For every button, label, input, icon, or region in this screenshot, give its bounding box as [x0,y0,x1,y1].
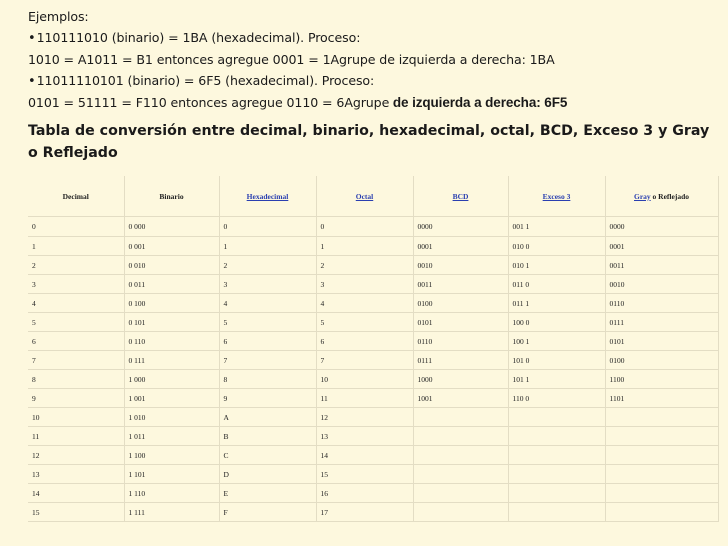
cell-exceso3: 011 1 [508,294,605,313]
cell-octal: 6 [316,332,413,351]
cell-binario: 0 011 [124,275,219,294]
cell-bcd: 1000 [413,370,508,389]
cell-bcd: 0110 [413,332,508,351]
col-header-gray [605,176,718,217]
cell-bcd: 0010 [413,256,508,275]
cell-decimal: 0 [28,217,124,237]
cell-binario: 0 111 [124,351,219,370]
cell-decimal: 11 [28,427,124,446]
bcd-link[interactable]: BCD [452,191,469,201]
cell-gray: 0010 [605,275,718,294]
col-header-bcd [413,176,508,217]
cell-decimal: 4 [28,294,124,313]
cell-bcd [413,427,508,446]
cell-bcd: 0001 [413,237,508,256]
table-row [28,465,718,484]
cell-gray [605,503,718,522]
cell-octal: 16 [316,484,413,503]
cell-exceso3: 001 1 [508,217,605,237]
cell-octal: 13 [316,427,413,446]
cell-octal: 0 [316,217,413,237]
cell-bcd [413,503,508,522]
example-2-process-start: 0101 = 51111 = F110 entonces agregue 0110 = 6Agrupe [28,95,390,110]
cell-binario: 0 001 [124,237,219,256]
cell-gray [605,484,718,503]
col-header-hexadecimal [219,176,316,217]
cell-exceso3 [508,408,605,427]
cell-octal: 7 [316,351,413,370]
cell-decimal: 7 [28,351,124,370]
table-row [28,237,718,256]
example-1-process: 1010 = A1011 = B1 entonces agregue 0001 = 1Agrupe de izquierda a derecha: 1BA [28,52,555,67]
cell-binario: 0 100 [124,294,219,313]
cell-binario: 1 100 [124,446,219,465]
table-row [28,370,718,389]
cell-hexadecimal: D [219,465,316,484]
cell-exceso3: 010 1 [508,256,605,275]
example-2-process-end: de izquierda a derecha: 6F5 [389,95,568,110]
cell-gray [605,465,718,484]
cell-binario: 0 010 [124,256,219,275]
table-row [28,332,718,351]
cell-octal: 4 [316,294,413,313]
cell-binario: 0 000 [124,217,219,237]
cell-decimal: 15 [28,503,124,522]
table-row [28,503,718,522]
cell-hexadecimal: A [219,408,316,427]
table-row [28,446,718,465]
cell-exceso3 [508,503,605,522]
table-title: Tabla de conversión entre decimal, binario, hexadecimal, octal, BCD, Exceso 3 y Gray o Reflejado [28,123,710,161]
cell-octal: 1 [316,237,413,256]
examples-heading: Ejemplos: [28,9,89,24]
exceso3-link[interactable]: Exceso 3 [542,191,571,201]
table-row [28,351,718,370]
cell-hexadecimal: 0 [219,217,316,237]
cell-bcd: 0011 [413,275,508,294]
cell-gray [605,446,718,465]
cell-binario: 1 111 [124,503,219,522]
cell-hexadecimal: B [219,427,316,446]
cell-octal: 14 [316,446,413,465]
cell-binario: 1 101 [124,465,219,484]
cell-hexadecimal: 2 [219,256,316,275]
example-1-statement: 110111010 (binario) = 1BA (hexadecimal). Proceso: [36,30,361,45]
table-row [28,427,718,446]
examples-text [28,6,718,113]
cell-gray: 1101 [605,389,718,408]
cell-decimal: 14 [28,484,124,503]
octal-link[interactable]: Octal [355,191,374,201]
cell-hexadecimal: E [219,484,316,503]
table-row [28,484,718,503]
cell-bcd [413,465,508,484]
cell-octal: 3 [316,275,413,294]
bullet-icon: • [28,74,36,89]
cell-binario: 1 110 [124,484,219,503]
cell-bcd [413,408,508,427]
cell-octal: 15 [316,465,413,484]
cell-exceso3: 110 0 [508,389,605,408]
cell-gray: 0110 [605,294,718,313]
cell-binario: 0 101 [124,313,219,332]
cell-decimal: 12 [28,446,124,465]
example-2-line [28,70,718,92]
cell-binario: 1 000 [124,370,219,389]
cell-exceso3 [508,465,605,484]
cell-exceso3 [508,427,605,446]
cell-hexadecimal: 9 [219,389,316,408]
cell-octal: 2 [316,256,413,275]
col-header-octal [316,176,413,217]
cell-exceso3: 100 0 [508,313,605,332]
cell-exceso3 [508,446,605,465]
cell-hexadecimal: 3 [219,275,316,294]
table-header-row [28,176,718,217]
cell-decimal: 9 [28,389,124,408]
cell-gray: 0011 [605,256,718,275]
bullet-icon: • [28,31,36,46]
cell-bcd: 0000 [413,217,508,237]
cell-bcd: 1001 [413,389,508,408]
cell-binario: 0 110 [124,332,219,351]
col-header-exceso3 [508,176,605,217]
col-header-binario: Binario [124,176,219,217]
cell-octal: 10 [316,370,413,389]
gray-header-rest: o Reflejado [650,191,689,201]
cell-decimal: 13 [28,465,124,484]
cell-decimal: 10 [28,408,124,427]
cell-gray: 0100 [605,351,718,370]
table-row [28,275,718,294]
hexadecimal-link[interactable]: Hexadecimal [246,191,289,201]
conversion-table [28,176,718,524]
cell-bcd: 0100 [413,294,508,313]
cell-decimal: 1 [28,237,124,256]
cell-hexadecimal: 7 [219,351,316,370]
cell-hexadecimal: 6 [219,332,316,351]
cell-decimal: 3 [28,275,124,294]
cell-gray: 0001 [605,237,718,256]
cell-octal: 12 [316,408,413,427]
cell-binario: 1 010 [124,408,219,427]
cell-exceso3: 101 0 [508,351,605,370]
cell-gray: 1100 [605,370,718,389]
cell-hexadecimal: C [219,446,316,465]
table-row [28,256,718,275]
cell-hexadecimal: 8 [219,370,316,389]
cell-gray: 0111 [605,313,718,332]
cell-bcd [413,484,508,503]
cell-gray [605,427,718,446]
cell-exceso3: 101 1 [508,370,605,389]
cell-decimal: 2 [28,256,124,275]
cell-bcd: 0101 [413,313,508,332]
cell-bcd: 0111 [413,351,508,370]
cell-binario: 1 011 [124,427,219,446]
cell-octal: 11 [316,389,413,408]
example-1-line [28,27,718,49]
cell-decimal: 6 [28,332,124,351]
table-row [28,294,718,313]
cell-gray: 0101 [605,332,718,351]
cell-hexadecimal: 5 [219,313,316,332]
col-header-decimal: Decimal [28,176,124,217]
table-row [28,408,718,427]
cell-hexadecimal: F [219,503,316,522]
table-row [28,389,718,408]
cell-binario: 1 001 [124,389,219,408]
cell-hexadecimal: 4 [219,294,316,313]
cell-exceso3 [508,484,605,503]
cell-decimal: 8 [28,370,124,389]
cell-exceso3: 010 0 [508,237,605,256]
cell-exceso3: 011 0 [508,275,605,294]
table-row [28,313,718,332]
cell-gray [605,408,718,427]
cell-bcd [413,446,508,465]
cell-gray: 0000 [605,217,718,237]
cell-octal: 5 [316,313,413,332]
example-2-process [28,92,718,113]
cell-octal: 17 [316,503,413,522]
cell-hexadecimal: 1 [219,237,316,256]
table-row [28,217,718,237]
example-2-statement: 11011110101 (binario) = 6F5 (hexadecimal). Proceso: [36,73,375,88]
cell-exceso3: 100 1 [508,332,605,351]
cell-decimal: 5 [28,313,124,332]
gray-link[interactable]: Gray [634,191,651,201]
